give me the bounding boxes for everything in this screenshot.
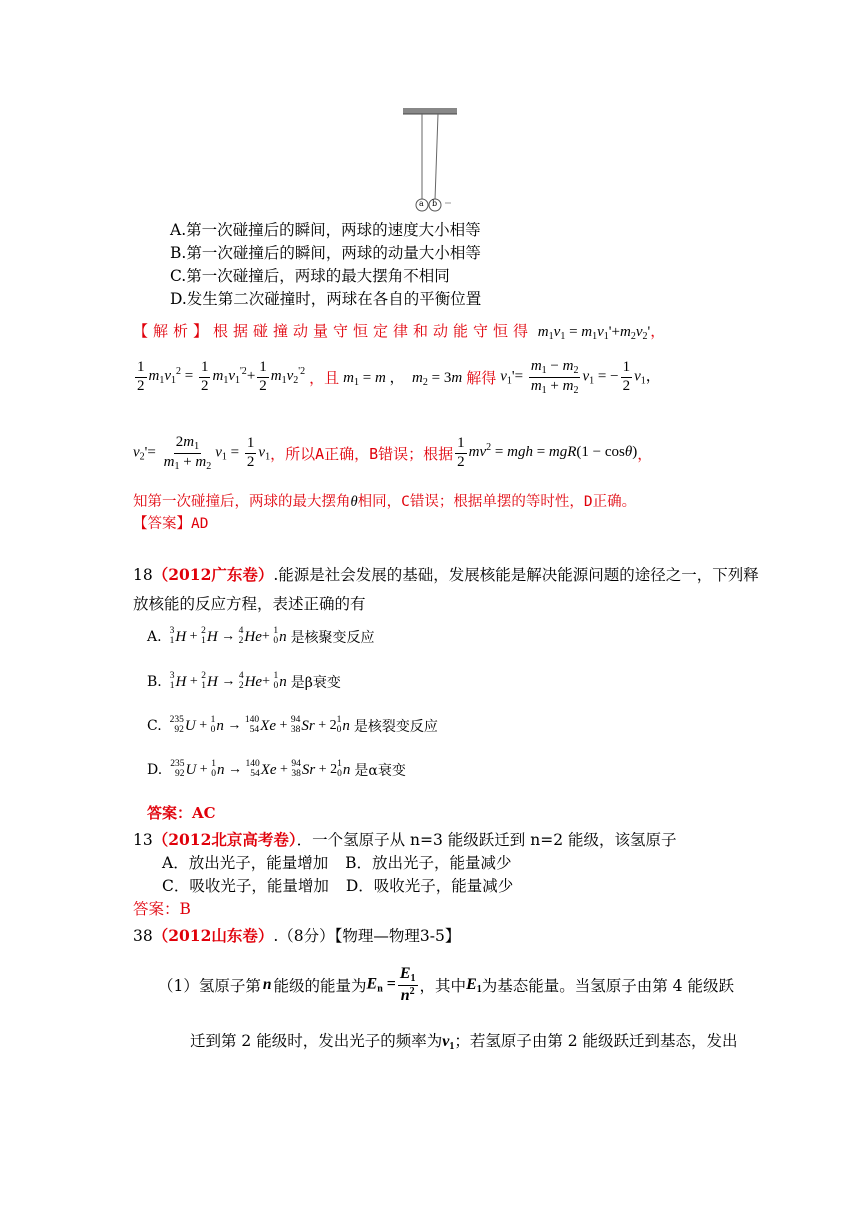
pendulum-diagram: [395, 104, 465, 216]
q13-options-row-1: [162, 851, 512, 873]
q38-stem: 38（2012山东卷）.（8分）【物理—物理3-5】: [133, 926, 461, 945]
and-text: ，且: [309, 368, 340, 387]
line4-text: 知第一次碰撞后，两球的最大摆角: [133, 494, 351, 510]
option-a: A.第一次碰撞后的瞬间，两球的速度大小相等: [170, 221, 481, 239]
q13-option-a: A．放出光子，能量增加: [162, 854, 329, 872]
option-c: C.第一次碰撞后，两球的最大摆角不相同: [170, 267, 450, 285]
q38-source: （2012山东卷）: [152, 926, 274, 945]
fusion-equation: 3 1 H + 2 1 H → 4 2 He + 1 0 n: [169, 626, 287, 646]
q18-option-b: B. 3 1 H + 2 1 H → 4 2 He + 1 0 n 是β衰变: [147, 671, 341, 691]
q13-source: （2012北京高考卷）: [152, 830, 297, 849]
q13-answer: 答案：B: [133, 900, 191, 918]
analysis-line-2: [133, 352, 661, 402]
q18-stem-line-1: 18（2012广东卷）.能源是社会发展的基础，发展核能是解决能源问题的途径之一，下列释: [133, 565, 759, 584]
energy-formula: $E_n$ = $\frac{E_1}{n^2}$: [366, 965, 416, 1004]
solve-text: 解得: [466, 368, 497, 387]
q13-option-b: B．放出光子，能量减少: [345, 854, 512, 872]
q38-part1-line-2: 迁到第 2 能级时，发出光子的频率为$\nu_1$；若氢原子由第 2 能级跃迁到基态，发出: [190, 1032, 738, 1052]
option-b: B.第一次碰撞后的瞬间，两球的动量大小相等: [170, 244, 481, 262]
line3-text: ，所以A正确，B错误；根据: [270, 444, 454, 463]
q13-option-d: D．吸收光子，能量减少: [345, 877, 514, 895]
energy-height-equation: $\frac{1}{2}$ $mv^2$ = mgh = mgR(1 − cosθ): [457, 435, 638, 470]
q18-option-d: D. 235 92 U + 1 0 n → 140 54 Xe + 94 38 Sr + 2 1 0 n 是α衰变: [147, 759, 406, 779]
fission-equation: 235 92 U + 1 0 n → 140 54 Xe + 94 38 Sr + 2 1 0 n: [169, 715, 350, 735]
analysis-answer: 【答案】AD: [133, 516, 209, 532]
momentum-equation: $m_1v_1 = m_1v_1'+m_2v_2'$: [537, 324, 651, 342]
q18-option-a: A. 3 1 H + 2 1 H → 4 2 He + 1 0 n 是核聚变反应: [147, 626, 375, 646]
q18-answer: 答案：AC: [147, 804, 216, 822]
frequency-symbol: $\nu_1$: [442, 1033, 455, 1052]
q18-source: （2012广东卷）: [152, 565, 274, 584]
analysis-line-4: 知第一次碰撞后，两球的最大摆角θ相同，C错误；根据单摆的等时性，D正确。: [133, 494, 637, 510]
q13-option-c: C．吸收光子，能量增加: [162, 877, 329, 895]
q18-stem-line-2: 放核能的反应方程，表述正确的有: [133, 595, 366, 613]
ball-b-label: b: [432, 199, 438, 208]
line4-rest: 相同，C错误；根据单摆的等时性，D正确。: [357, 494, 637, 510]
analysis-line-3: $v_2'=$ $\frac{2m_1}{m_1 + m_2}$ $v_1$ = $\frac{1}{2}$ $v_1$ ，所以A正确，B错误；根据 $\frac{1}{2}$ $mv^2$ = mgh = mgR(1 − cosθ) ，: [133, 434, 653, 472]
q13-options-row-2: [162, 874, 513, 896]
option-d: D.发生第二次碰撞时，两球在各自的平衡位置: [170, 290, 482, 308]
v1-solution: $v_1'=$ $\frac{m_1 - m_2}{m_1 + m_2}$ $v_1$ = − $\frac{1}{2}$ $v_1$，: [500, 358, 661, 396]
pendulum-figure: [395, 104, 465, 216]
analysis-prefix: 【解析】根据碰撞动量守恒定律和动能守恒得: [133, 322, 534, 340]
v2-solution: $v_2'=$ $\frac{2m_1}{m_1 + m_2}$ $v_1$ = $\frac{1}{2}$ $v_1$: [133, 434, 271, 472]
analysis-line-1: 【解析】根据碰撞动量守恒定律和动能守恒得 $m_1v_1 = m_1v_1'+m_2v_2'$，: [133, 322, 666, 342]
q13-stem: 13（2012北京高考卷）．一个氢原子从 n=3 能级跃迁到 n=2 能级，该氢原子: [133, 830, 677, 849]
mass-condition: $m_1 = m$ ， $m_2 = 3m$: [343, 370, 463, 388]
fusion-equation-b: 3 1 H + 2 1 H → 4 2 He + 1 0 n: [169, 671, 287, 691]
fission-equation-d: 235 92 U + 1 0 n → 140 54 Xe + 94 38 Sr + 2 1 0 n: [170, 759, 351, 779]
q18-option-c: C. 235 92 U + 1 0 n → 140 54 Xe + 94 38 Sr + 2 1 0 n 是核裂变反应: [147, 715, 438, 735]
q38-part1-line-1: （1）氢原子第 n 能级的能量为 $E_n$ = $\frac{E_1}{n^2}$ ，其中 $E_1$ 为基态能量。当氢原子由第 4 能级跃: [158, 965, 734, 1004]
energy-equation: $\frac{1}{2}$ $m_1v_1^2$ = $\frac{1}{2}$ $m_1v_1^{'2}+$ $\frac{1}{2}$ $m_1v_2^{'2}$: [137, 359, 306, 394]
ball-a-label: a: [419, 199, 424, 208]
